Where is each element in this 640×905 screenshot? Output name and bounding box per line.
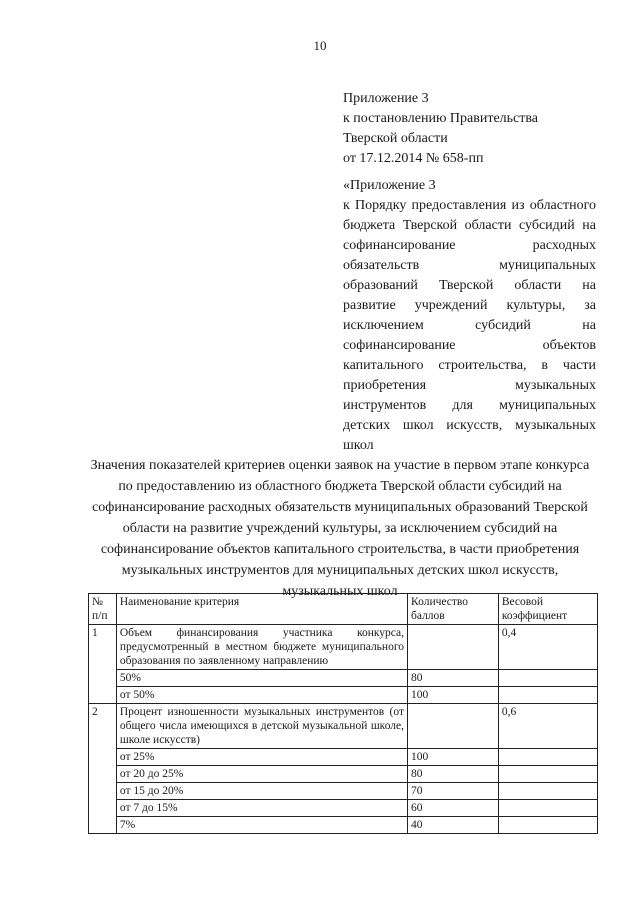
table-row bbox=[89, 766, 598, 783]
criterion-2-option-score: 80 bbox=[408, 766, 499, 783]
criterion-2-option-label: от 7 до 15% bbox=[116, 800, 407, 817]
table-header-row bbox=[89, 594, 598, 625]
header-num: № п/п bbox=[89, 594, 117, 625]
criterion-1-name: Объем финансирования участника конкурса, предусмотренный в местном бюджете муниципального образования по заявленному направлению bbox=[116, 625, 407, 670]
criterion-2-option-weight-empty bbox=[498, 766, 597, 783]
table-row bbox=[89, 749, 598, 766]
order-appendix-body: к Порядку предоставления из областного бюджета Тверской области субсидий на софинансирование расходных обязательств муниципальных образований Тверской области на развитие учреждений культуры, за исключением субсидий на софинансирование объектов капитального строительства, в части приобретения музыкальных инструментов для муниципальных детских школ искусств, музыкальных школ bbox=[343, 198, 596, 453]
table-row bbox=[89, 625, 598, 670]
criterion-2-option-weight-empty bbox=[498, 817, 597, 834]
table-row bbox=[89, 783, 598, 800]
appendix-line-3: Тверской области bbox=[343, 131, 448, 146]
order-appendix-heading: «Приложение 3 bbox=[343, 178, 436, 193]
criterion-2-weight: 0,6 bbox=[498, 704, 597, 749]
criterion-2-option-label: от 15 до 20% bbox=[116, 783, 407, 800]
page-number: 10 bbox=[313, 38, 327, 53]
criterion-1-num: 1 bbox=[89, 625, 117, 704]
order-appendix-block bbox=[343, 176, 596, 456]
criterion-1-option-score: 100 bbox=[408, 687, 499, 704]
table-row bbox=[89, 800, 598, 817]
criterion-1-option-weight-empty bbox=[498, 670, 597, 687]
criterion-1-option-score: 80 bbox=[408, 670, 499, 687]
criterion-2-option-weight-empty bbox=[498, 749, 597, 766]
criterion-2-option-weight-empty bbox=[498, 783, 597, 800]
criterion-2-option-score: 70 bbox=[408, 783, 499, 800]
table-row bbox=[89, 704, 598, 749]
criterion-2-option-score: 60 bbox=[408, 800, 499, 817]
header-weight: Весовой коэффициент bbox=[498, 594, 597, 625]
criterion-2-option-label: от 25% bbox=[116, 749, 407, 766]
criterion-2-option-score: 100 bbox=[408, 749, 499, 766]
appendix-line-4: от 17.12.2014 № 658-пп bbox=[343, 151, 484, 166]
appendix-header bbox=[343, 89, 596, 169]
criterion-1-score-empty bbox=[408, 625, 499, 670]
criterion-2-option-weight-empty bbox=[498, 800, 597, 817]
criterion-2-num: 2 bbox=[89, 704, 117, 834]
criterion-2-name: Процент изношенности музыкальных инструментов (от общего числа имеющихся в детской музыкальной школе, школе искусств) bbox=[116, 704, 407, 749]
criterion-1-weight: 0,4 bbox=[498, 625, 597, 670]
criterion-2-option-label: от 20 до 25% bbox=[116, 766, 407, 783]
criterion-1-option-weight-empty bbox=[498, 687, 597, 704]
criterion-1-option-label: от 50% bbox=[116, 687, 407, 704]
appendix-line-2: к постановлению Правительства bbox=[343, 111, 539, 126]
criterion-1-option-label: 50% bbox=[116, 670, 407, 687]
table-row bbox=[89, 687, 598, 704]
criterion-2-option-score: 40 bbox=[408, 817, 499, 834]
criterion-2-score-empty bbox=[408, 704, 499, 749]
document-title: Значения показателей критериев оценки заявок на участие в первом этапе конкурса по предоставлению из областного бюджета Тверской области субсидий на софинансирование расходных обязательств муниципальных образований Тверской области на развитие учреждений культуры, за исключением субсидий на софинансирование объектов капитального строительства, в части приобретения музыкальных инструментов для муниципальных детских школ искусств, музыкальных школ bbox=[90, 458, 590, 599]
appendix-line-1: Приложение 3 bbox=[343, 91, 429, 106]
header-name: Наименование критерия bbox=[116, 594, 407, 625]
header-score: Количество баллов bbox=[408, 594, 499, 625]
criterion-2-option-label: 7% bbox=[116, 817, 407, 834]
table-row bbox=[89, 670, 598, 687]
criteria-table bbox=[88, 593, 598, 834]
table-row bbox=[89, 817, 598, 834]
